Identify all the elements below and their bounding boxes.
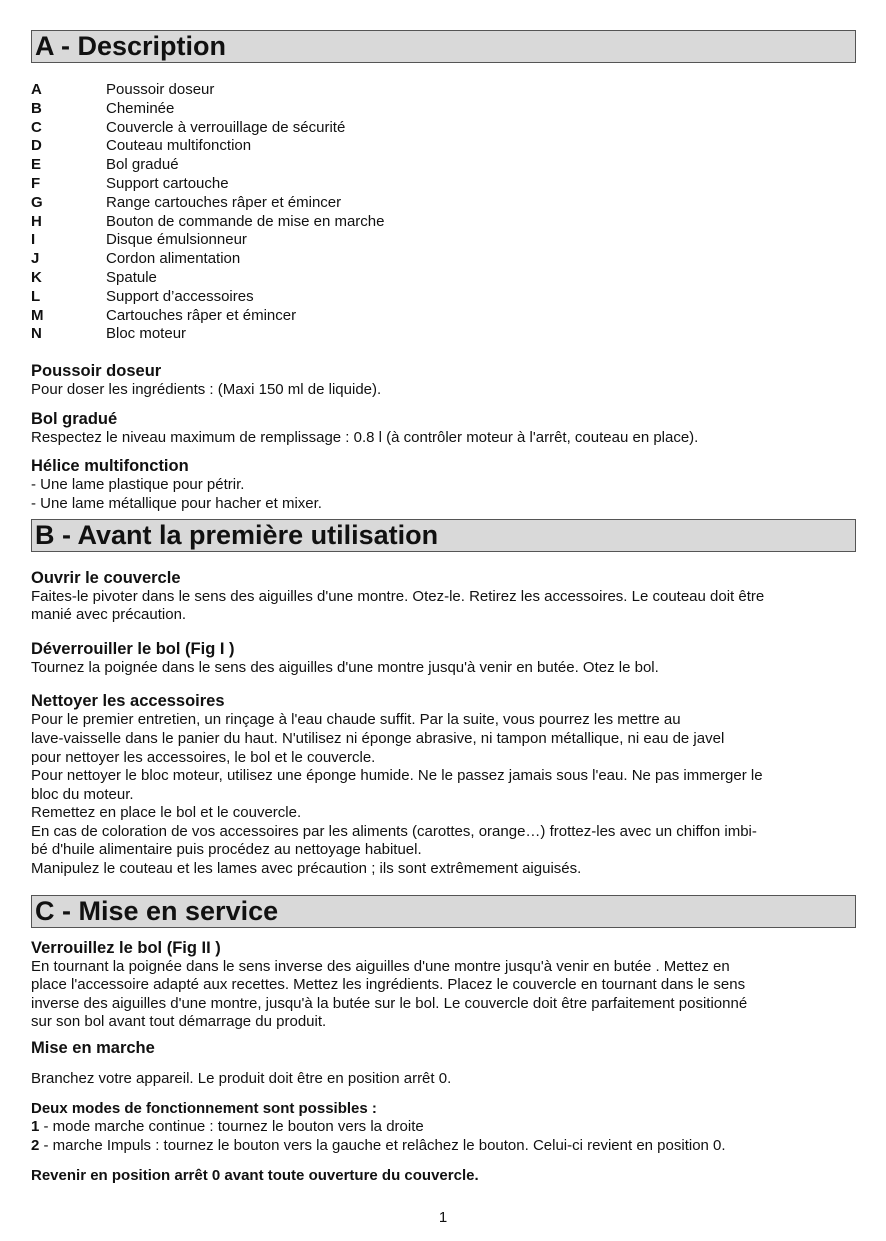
nettoyer-line: Remettez en place le bol et le couvercle. (31, 804, 302, 822)
mode-1 (31, 1118, 856, 1137)
modes-heading: Deux modes de fonctionnement sont possibles : (31, 1099, 377, 1117)
nettoyer-line: Pour nettoyer le bloc moteur, utilisez une éponge humide. Ne le passez jamais sous l'eau. Ne pas immerger le (31, 767, 763, 785)
mode-text: - marche Impuls : tournez le bouton vers la gauche et relâchez le bouton. Celui-ci revient en position 0. (39, 1136, 726, 1154)
legend-letter: F (31, 174, 41, 192)
legend-row (31, 288, 856, 307)
legend-row (31, 81, 856, 100)
legend-text: Support d’accessoires (106, 287, 254, 305)
legend-letter: E (31, 156, 42, 174)
section-b-header: B - Avant la première utilisation (31, 519, 856, 552)
verrouillez-line: sur son bol avant tout démarrage du produit. (31, 1013, 327, 1031)
helice-line: - Une lame métallique pour hacher et mixer. (31, 494, 322, 512)
page-number: 1 (438, 1209, 448, 1226)
legend-text: Couvercle à verrouillage de sécurité (106, 118, 346, 136)
poussoir-text: Pour doser les ingrédients : (Maxi 150 ml de liquide). (31, 381, 382, 399)
nettoyer-line: pour nettoyer les accessoires, le bol et le couvercle. (31, 748, 376, 766)
deverrouiller-text: Tournez la poignée dans le sens des aiguilles d'une montre jusqu'à venir en butée. Otez le bol. (31, 658, 659, 676)
legend-text: Couteau multifonction (106, 137, 252, 155)
verrouillez-line: En tournant la poignée dans le sens inverse des aiguilles d'une montre jusqu'à venir en butée . Mettez en (31, 957, 730, 975)
parts-legend (31, 81, 856, 344)
legend-text: Cartouches râper et émincer (106, 306, 297, 324)
mode-number: 1 (31, 1118, 40, 1136)
legend-row (31, 175, 856, 194)
legend-row (31, 156, 856, 175)
legend-letter: G (31, 193, 43, 211)
bol-text: Respectez le niveau maximum de remplissage : 0.8 l (à contrôler moteur à l'arrêt, couteau en place). (31, 428, 699, 446)
verrouillez-line: inverse des aiguilles d'une montre, jusqu'à la butée sur le bol. Le couvercle doit être parfaitement positionné (31, 994, 748, 1012)
legend-letter: N (31, 325, 42, 343)
marche-text: Branchez votre appareil. Le produit doit être en position arrêt 0. (31, 1070, 452, 1088)
verrouillez-heading: Verrouillez le bol (Fig II ) (31, 938, 221, 957)
helice-heading: Hélice multifonction (31, 457, 189, 476)
mode-2 (31, 1137, 856, 1156)
legend-letter: H (31, 212, 42, 230)
ouvrir-heading: Ouvrir le couvercle (31, 568, 181, 587)
nettoyer-line: Pour le premier entretien, un rinçage à l'eau chaude suffit. Par la suite, vous pourrez les mettre au (31, 711, 681, 729)
legend-row (31, 250, 856, 269)
legend-letter: B (31, 99, 42, 117)
nettoyer-line: En cas de coloration de vos accessoires par les aliments (carottes, orange…) frottez-les avec un chiffon imbi- (31, 822, 757, 840)
mode-number: 2 (31, 1136, 40, 1154)
marche-heading: Mise en marche (31, 1039, 155, 1058)
mode-text: - mode marche continue : tournez le bouton vers la droite (39, 1118, 424, 1136)
legend-row (31, 231, 856, 250)
legend-letter: D (31, 137, 42, 155)
legend-text: Bol gradué (106, 156, 179, 174)
nettoyer-heading: Nettoyer les accessoires (31, 692, 225, 711)
poussoir-heading: Poussoir doseur (31, 362, 162, 381)
legend-text: Range cartouches râper et émincer (106, 193, 342, 211)
legend-row (31, 119, 856, 138)
legend-letter: C (31, 118, 42, 136)
legend-letter: J (31, 250, 40, 268)
nettoyer-line: Manipulez le couteau et les lames avec précaution ; ils sont extrêmement aiguisés. (31, 860, 582, 878)
legend-letter: K (31, 268, 42, 286)
legend-row (31, 100, 856, 119)
legend-row (31, 325, 856, 344)
legend-text: Poussoir doseur (106, 81, 215, 98)
legend-text: Cordon alimentation (106, 250, 241, 268)
legend-letter: L (31, 287, 41, 305)
legend-text: Cheminée (106, 99, 175, 117)
legend-row (31, 194, 856, 213)
legend-letter: M (31, 306, 44, 324)
helice-line: - Une lame plastique pour pétrir. (31, 476, 245, 494)
nettoyer-line: lave-vaisselle dans le panier du haut. N'utilisez ni éponge abrasive, ni tampon métallique, ni eau de javel (31, 729, 725, 747)
deverrouiller-heading: Déverrouiller le bol (Fig I ) (31, 639, 235, 658)
legend-row (31, 213, 856, 232)
bol-heading: Bol gradué (31, 409, 118, 428)
verrouillez-line: place l'accessoire adapté aux recettes. Mettez les ingrédients. Placez le couvercle en tournant dans le sens (31, 976, 746, 994)
legend-text: Support cartouche (106, 174, 229, 192)
legend-text: Spatule (106, 268, 157, 286)
nettoyer-line: bloc du moteur. (31, 785, 134, 803)
document-page (31, 30, 856, 1186)
legend-row (31, 137, 856, 156)
nettoyer-line: bé d'huile alimentaire puis procédez au nettoyage habituel. (31, 841, 422, 859)
legend-text: Bloc moteur (106, 325, 187, 343)
legend-text: Bouton de commande de mise en marche (106, 212, 385, 230)
section-c-header: C - Mise en service (31, 895, 856, 928)
legend-letter: A (31, 81, 42, 98)
revenir-warning: Revenir en position arrêt 0 avant toute ouverture du couvercle. (31, 1167, 479, 1185)
section-a-header: A - Description (31, 30, 856, 63)
legend-row (31, 307, 856, 326)
legend-row (31, 269, 856, 288)
legend-text: Disque émulsionneur (106, 231, 247, 249)
legend-letter: I (31, 231, 36, 249)
ouvrir-line: Faites-le pivoter dans le sens des aiguilles d'une montre. Otez-le. Retirez les accessoires. Le couteau doit être (31, 587, 765, 605)
ouvrir-line: manié avec précaution. (31, 606, 187, 624)
